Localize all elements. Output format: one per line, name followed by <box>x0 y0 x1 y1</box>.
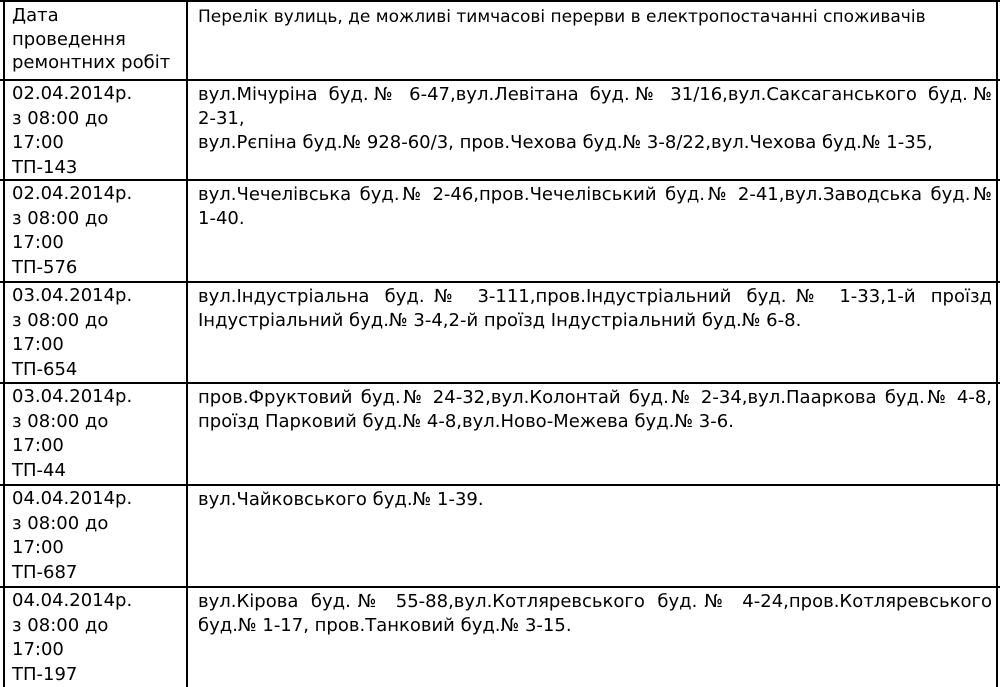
street-line: вул.Чечелівська буд.№ 2-46,пров.Чечелівський буд.№ 2-41,вул.Заводська буд.№ <box>198 184 992 205</box>
row-divider <box>0 79 1000 81</box>
header-date-column: Дата проведення ремонтних робіт <box>12 5 171 73</box>
street-line: вул.Мічуріна буд.№ 6-47,вул.Левітана буд.№ 31/16,вул.Саксаганського буд.№ <box>198 84 992 105</box>
row-divider <box>0 382 1000 384</box>
row-date-cell: 03.04.2014р. з 08:00 до 17:00 ТП-654 <box>12 285 133 380</box>
street-line: проїзд Парковий буд.№ 4-8,вул.Ново-Межева буд.№ 3-6. <box>198 411 734 432</box>
street-line: 1-40. <box>198 208 245 229</box>
street-line: пров.Фруктовий буд.№ 24-32,вул.Колонтай буд.№ 2-34,вул.Пааркова буд.№ 4-8, <box>198 387 992 408</box>
row-date-cell: 04.04.2014р. з 08:00 до 17:00 ТП-687 <box>12 488 133 583</box>
row-divider <box>0 586 1000 588</box>
row-streets-cell <box>198 83 992 155</box>
row-streets-cell <box>198 590 992 638</box>
street-line: Індустріальний буд.№ 3-4,2-й проїзд Індустріальний буд.№ 6-8. <box>198 310 802 331</box>
row-divider <box>0 281 1000 283</box>
row-streets-cell <box>198 386 992 434</box>
row-streets-cell <box>198 285 992 333</box>
row-streets-cell <box>198 183 992 231</box>
row-divider <box>0 484 1000 486</box>
table-border-top <box>0 0 1000 2</box>
table-column-divider <box>186 0 188 687</box>
street-line: вул.Рєпіна буд.№ 928-60/3, пров.Чехова буд.№ 3-8/22,вул.Чехова буд.№ 1-35, <box>198 132 933 153</box>
street-line: буд.№ 1-17, пров.Танковий буд.№ 3-15. <box>198 615 572 636</box>
row-date-cell: 02.04.2014р. з 08:00 до 17:00 ТП-576 <box>12 183 133 278</box>
street-line: вул.Індустріальна буд.№ 3-111,пров.Індустріальний буд.№ 1-33,1-й проїзд <box>198 286 992 307</box>
row-date-cell: 02.04.2014р. з 08:00 до 17:00 ТП-143 <box>12 83 133 178</box>
street-line: 2-31, <box>198 108 245 129</box>
street-line: вул.Чайковського буд.№ 1-39. <box>198 489 484 510</box>
table-border-left <box>3 0 5 687</box>
row-streets-cell <box>198 488 992 512</box>
street-line: вул.Кірова буд.№ 55-88,вул.Котляревського буд.№ 4-24,пров.Котляревського <box>198 591 992 612</box>
row-date-cell: 04.04.2014р. з 08:00 до 17:00 ТП-197 <box>12 590 133 685</box>
row-date-cell: 03.04.2014р. з 08:00 до 17:00 ТП-44 <box>12 386 133 481</box>
table-border-right <box>996 0 998 687</box>
header-streets-column: Перелік вулиць, де можливі тимчасові перерви в електропостачанні споживачів <box>198 7 926 27</box>
